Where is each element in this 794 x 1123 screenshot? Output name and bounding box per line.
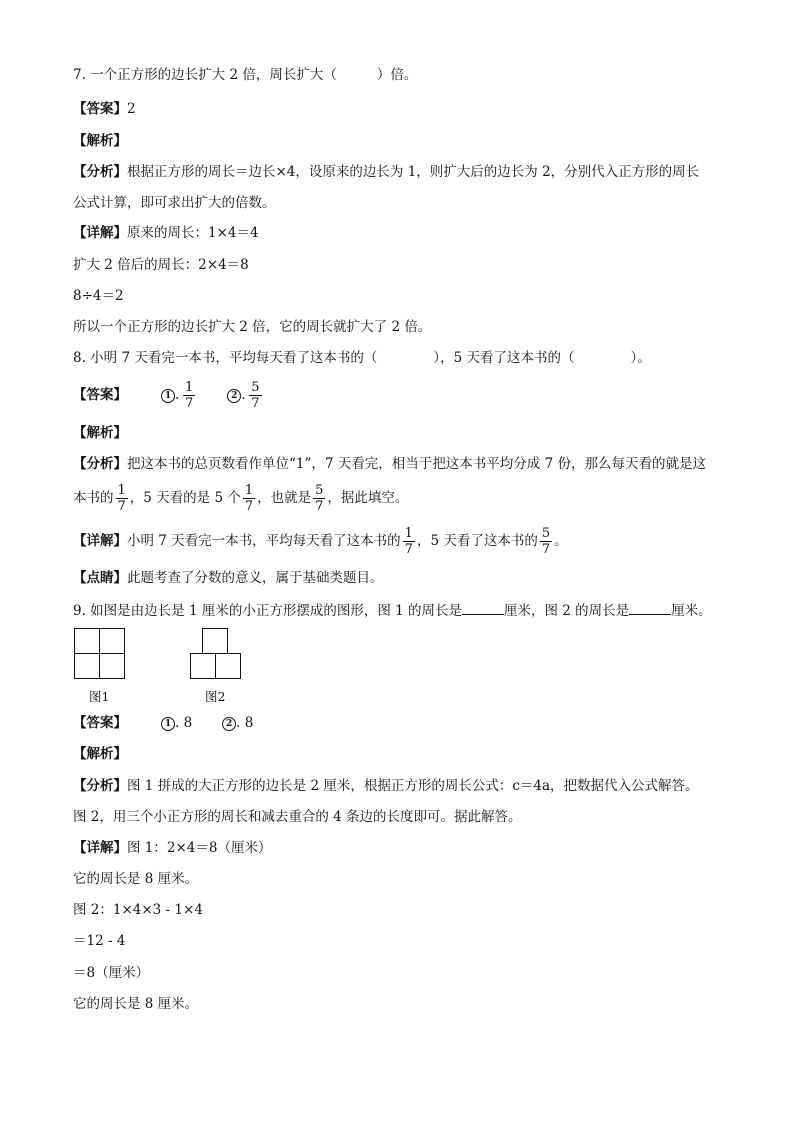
q8-answer-1-fraction: $\frac{1}{7}$ bbox=[185, 380, 194, 411]
figure-1-square bbox=[99, 653, 125, 679]
q9-xiangjie-line5: ＝8（厘米） bbox=[73, 965, 150, 981]
q7-fenxi-line1: 【分析】根据正方形的周长＝边长×4，设原来的边长为 1，则扩大后的边长为 2，分别代入正方形的周长 bbox=[73, 164, 700, 180]
q8-answer-1-marker: 1 bbox=[161, 389, 175, 403]
q9-answer-1-marker: 1 bbox=[161, 717, 175, 731]
q9-question: 9. 如图是由边长是 1 厘米的小正方形摆成的图形，图 1 的周长是 厘米，图 2 的周长是 厘米。 bbox=[73, 600, 712, 620]
q8-fraction-5-7: $\frac{5}{7}$ bbox=[315, 483, 324, 514]
q9-blank-2 bbox=[629, 600, 671, 615]
q7-question-text: 7. 一个正方形的边长扩大 2 倍，周长扩大（ bbox=[73, 67, 337, 83]
figure-1-square bbox=[74, 653, 100, 679]
q8-xiangjie: 【详解】小明 7 天看完一本书，平均每天看了这本书的 $\frac{1}{7}$ ，5 天看了这本书的 $\frac{5}{7}$ 。 bbox=[73, 526, 568, 557]
q8-dianjing: 【点睛】此题考查了分数的意义，属于基础类题目。 bbox=[73, 570, 384, 586]
q7-xiangjie-line3: 8÷4＝2 bbox=[73, 288, 124, 304]
q9-xiangjie-line3: 图 2：1×4×3 - 1×4 bbox=[73, 902, 203, 918]
q7-xiangjie-line1: 【详解】原来的周长：1×4＝4 bbox=[73, 225, 259, 241]
q7-question: 7. 一个正方形的边长扩大 2 倍，周长扩大（ ）倍。 bbox=[73, 67, 418, 83]
figure-2-shape bbox=[190, 628, 241, 679]
q8-xiangjie-fraction-1-7: $\frac{1}{7}$ bbox=[404, 526, 413, 557]
q7-answer: 【答案】2 bbox=[73, 101, 136, 117]
q9-answer-2-marker: 2 bbox=[222, 717, 236, 731]
q8-fraction-1-7-b: $\frac{1}{7}$ bbox=[244, 483, 254, 514]
q9-fenxi-line1: 【分析】图 1 拼成的大正方形的边长是 2 厘米，根据正方形的周长公式：c＝4a，把数据代入公式解答。 bbox=[73, 778, 699, 794]
figure-1-square bbox=[74, 628, 100, 654]
q9-xiangjie-line2: 它的周长是 8 厘米。 bbox=[73, 871, 199, 887]
figure-1-square bbox=[99, 628, 125, 654]
figure-2-label: 图2 bbox=[205, 689, 226, 704]
figure-2-square bbox=[215, 653, 241, 679]
q8-fenxi-line1: 【分析】把这本书的总页数看作单位“1”，7 天看完，相当于把这本书平均分成 7 份，那么每天看的就是这 bbox=[73, 456, 706, 472]
q9-xiangjie-line4: ＝12 - 4 bbox=[73, 933, 126, 949]
q7-conclusion: 所以一个正方形的边长扩大 2 倍，它的周长就扩大了 2 倍。 bbox=[73, 319, 432, 335]
q7-xiangjie-line2: 扩大 2 倍后的周长：2×4＝8 bbox=[73, 257, 249, 273]
q8-answer-2-fraction: $\frac{5}{7}$ bbox=[251, 380, 260, 411]
q9-conclusion: 它的周长是 8 厘米。 bbox=[73, 996, 199, 1012]
q8-fenxi-line2: 本书的 $\frac{1}{7}$ ，5 天看的是 5 个 $\frac{1}{7}$ ，也就是 $\frac{5}{7}$ ，据此填空。 bbox=[73, 483, 409, 514]
figure-1-label: 图1 bbox=[89, 689, 110, 704]
figure-2-square bbox=[190, 653, 216, 679]
q7-answer-value: 2 bbox=[127, 101, 136, 117]
q8-answer: 【答案】 1 . $\frac{1}{7}$ 2 . $\frac{5}{7}$ bbox=[73, 380, 260, 411]
q9-answer: 【答案】 1 . 8 2 . 8 bbox=[73, 715, 254, 731]
q7-fenxi-line2: 公式计算，即可求出扩大的倍数。 bbox=[73, 195, 276, 211]
q9-answer-2-value: . 8 bbox=[236, 715, 254, 731]
q9-blank-1 bbox=[462, 600, 504, 615]
q9-answer-1-value: . 8 bbox=[175, 715, 193, 731]
q8-xiangjie-fraction-5-7: $\frac{5}{7}$ bbox=[541, 526, 551, 557]
q9-xiangjie-line1: 【详解】图 1：2×4＝8（厘米） bbox=[73, 840, 272, 856]
q8-fraction-1-7: $\frac{1}{7}$ bbox=[117, 483, 126, 514]
q8-answer-2-marker: 2 bbox=[227, 389, 241, 403]
q9-analysis-heading: 【解析】 bbox=[73, 746, 127, 762]
q8-analysis-heading: 【解析】 bbox=[73, 425, 127, 441]
q7-analysis-heading: 【解析】 bbox=[73, 133, 127, 149]
figure-1-grid bbox=[74, 628, 125, 679]
q9-fenxi-line2: 图 2，用三个小正方形的周长和减去重合的 4 条边的长度即可。据此解答。 bbox=[73, 809, 522, 825]
q8-question: 8. 小明 7 天看完一本书，平均每天看了这本书的（ ），5 天看了这本书的（ ）。 bbox=[73, 350, 651, 366]
figure-2-square bbox=[202, 628, 228, 654]
